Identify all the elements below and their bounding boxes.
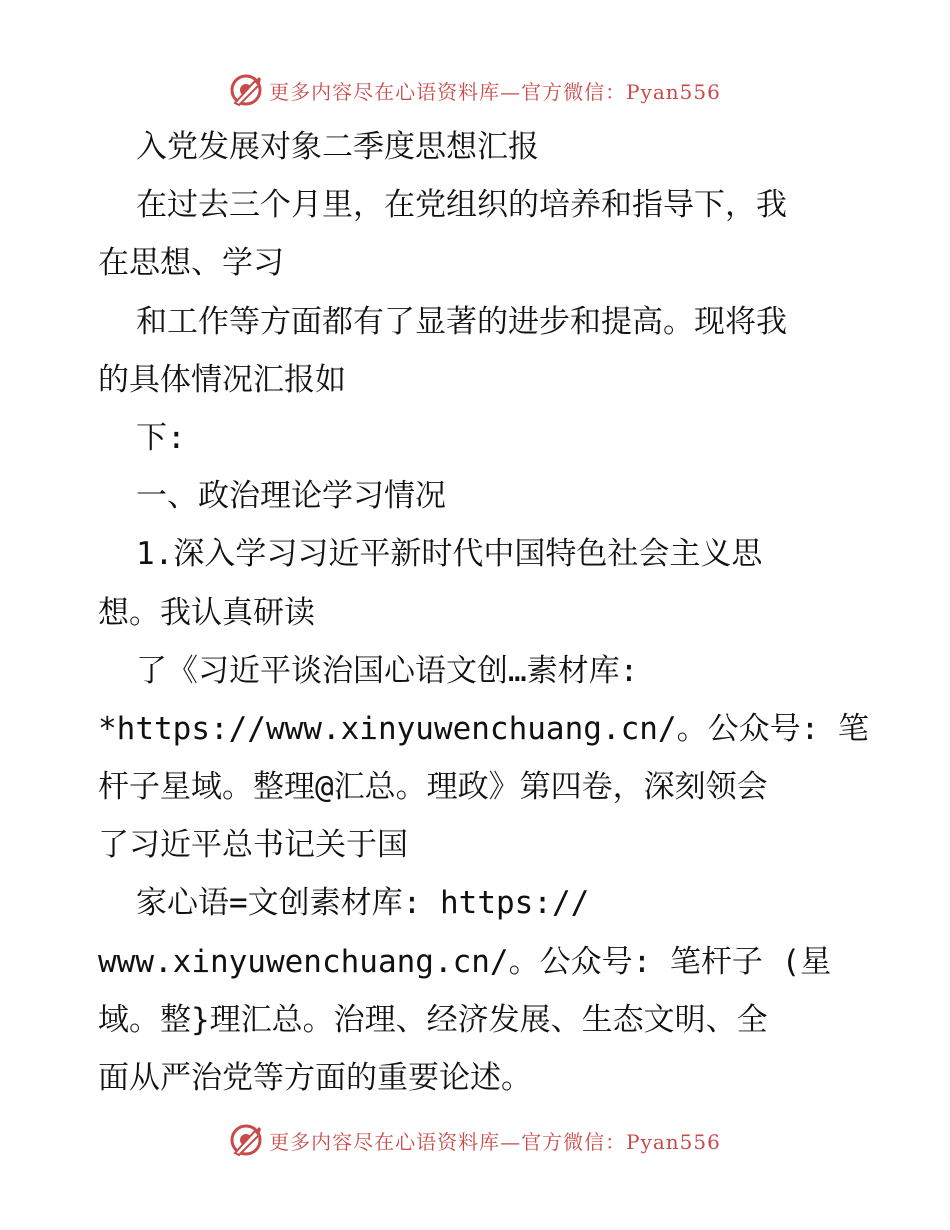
- paragraph-line: www.xinyuwenchuang.cn/。公众号: 笔杆子 (星: [98, 943, 832, 980]
- paragraph-line: 在过去三个月里，在党组织的培养和指导下，我: [136, 187, 787, 224]
- section-heading: 一、政治理论学习情况: [136, 478, 446, 515]
- document-title: 入党发展对象二季度思想汇报: [136, 129, 539, 165]
- paragraph-line: 了习近平总书记关于国: [98, 827, 408, 864]
- paragraph-line: 家心语=文创素材库: https://: [136, 885, 590, 922]
- watermark-banner-top: [0, 70, 950, 110]
- paragraph-line: 的具体情况汇报如: [98, 361, 346, 398]
- paragraph-line: *https://www.xinyuwenchuang.cn/。公众号: 笔: [98, 710, 869, 747]
- paragraph-line: 在思想、学习: [98, 245, 284, 282]
- pen-logo-icon: [229, 1123, 263, 1157]
- paragraph-line: 1.深入学习习近平新时代中国特色社会主义思: [136, 536, 763, 573]
- paragraph-line: 和工作等方面都有了显著的进步和提高。现将我: [136, 303, 787, 340]
- paragraph-line: 下:: [136, 419, 186, 456]
- watermark-banner-bottom: [0, 1120, 950, 1160]
- paragraph-line: 面从严治党等方面的重要论述。: [98, 1060, 532, 1096]
- watermark-text: 更多内容尽在心语资料库—官方微信：Pyan556: [269, 79, 721, 104]
- pen-logo-icon: [229, 73, 263, 107]
- paragraph-line: 域。整}理汇总。治理、经济发展、生态文明、全: [98, 1001, 768, 1038]
- document-body: [98, 118, 869, 1107]
- paragraph-line: 了《习近平谈治国心语文创…素材库:: [136, 652, 639, 689]
- watermark-text: 更多内容尽在心语资料库—官方微信：Pyan556: [269, 1129, 721, 1154]
- paragraph-line: 想。我认真研读: [98, 594, 315, 631]
- paragraph-line: 杆子星域。整理@汇总。理政》第四卷，深刻领会: [98, 769, 768, 806]
